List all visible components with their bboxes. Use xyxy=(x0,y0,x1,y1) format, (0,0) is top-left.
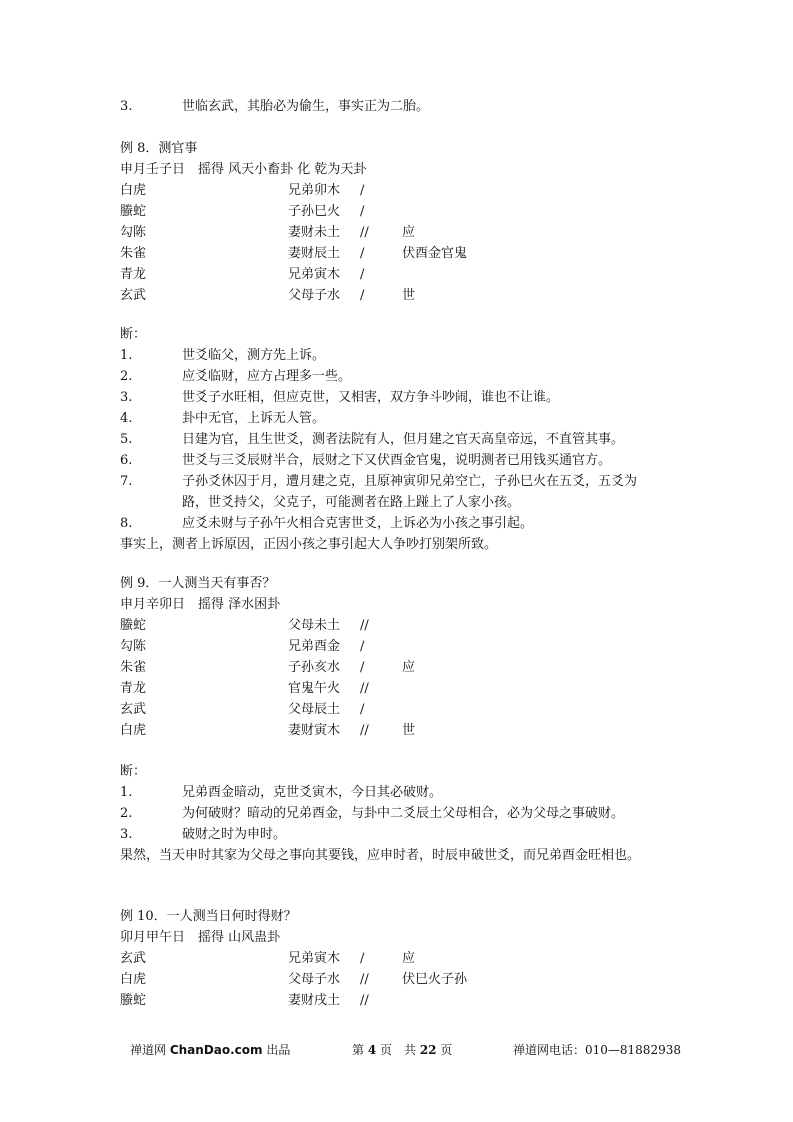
six-god-label: 青龙 xyxy=(120,681,147,696)
item-text: 日建为官，且生世爻，测者法院有人，但月建之官天高皇帝远，不直管其事。 xyxy=(182,432,625,447)
example-title: 例 9．一人测当天有事否？ xyxy=(120,576,276,591)
six-god-label: 朱雀 xyxy=(120,660,147,675)
item-number: 3. xyxy=(120,827,133,842)
hexagram-line xyxy=(120,225,620,241)
six-god-label: 螣蛇 xyxy=(120,993,147,1008)
item-number: 3. xyxy=(120,390,133,405)
item-number: 2. xyxy=(120,369,133,384)
item-number: 1. xyxy=(120,785,133,800)
footer-page-suffix: 页 xyxy=(436,1043,453,1057)
footer-page-number xyxy=(352,1041,452,1058)
judgement-item xyxy=(120,99,429,115)
footer-total-pages: 22 xyxy=(419,1043,437,1057)
judgement-item xyxy=(120,827,286,843)
item-number: 2. xyxy=(120,806,133,821)
judgement-item xyxy=(120,348,325,364)
six-god-label: 朱雀 xyxy=(120,246,147,261)
relation-label: 兄弟卯木 xyxy=(288,183,341,198)
judgement-heading: 断： xyxy=(120,327,147,342)
yao-mark: // xyxy=(360,972,369,987)
hexagram-line xyxy=(120,972,620,988)
yao-mark: / xyxy=(360,660,365,675)
relation-label: 妻财戌土 xyxy=(288,993,341,1008)
judgement-item xyxy=(120,453,611,469)
item-text: 应爻临财，应方占理多一些。 xyxy=(182,369,352,384)
item-text: 为何破财？暗动的兄弟酉金，与卦中二爻辰土父母相合，必为父母之事破财。 xyxy=(182,806,625,821)
relation-label: 官鬼午火 xyxy=(288,681,341,696)
yao-mark: // xyxy=(360,618,369,633)
judgement-item xyxy=(120,785,442,801)
item-number: 7. xyxy=(120,474,133,489)
footer-phone: 禅道网电话：010—81882938 xyxy=(513,1043,681,1057)
six-god-label: 勾陈 xyxy=(120,639,147,654)
relation-label: 兄弟寅木 xyxy=(288,951,341,966)
item-text: 子孙爻休囚于月，遭月建之克，且原神寅卯兄弟空亡，子孙巳火在五爻，五爻为 xyxy=(182,474,638,489)
relation-label: 父母子水 xyxy=(288,288,341,303)
hexagram-line xyxy=(120,702,620,718)
relation-label: 妻财寅木 xyxy=(288,723,341,738)
yao-note: 世 xyxy=(402,288,416,303)
conclusion-text: 果然，当天申时其家为父母之事向其要钱，应申时者，时辰申破世爻，而兄弟酉金旺相也。 xyxy=(120,848,641,863)
example-header: 卯月甲午日 摇得 山风蛊卦 xyxy=(120,930,281,945)
judgement-item xyxy=(120,806,624,822)
six-god-label: 白虎 xyxy=(120,723,147,738)
six-god-label: 白虎 xyxy=(120,972,147,987)
judgement-item xyxy=(120,474,637,490)
item-text: 路，世爻持父，父克子，可能测者在路上踫上了人家小孩。 xyxy=(182,495,521,510)
six-god-label: 玄武 xyxy=(120,288,147,303)
item-text: 世爻与三爻辰财半合，辰财之下又伏酉金官鬼，说明测者已用钱买通官方。 xyxy=(182,453,612,468)
hexagram-line xyxy=(120,204,620,220)
yao-note: 伏酉金官鬼 xyxy=(402,246,468,261)
hexagram-line xyxy=(120,723,620,739)
six-god-label: 青龙 xyxy=(120,267,147,282)
yao-note: 应 xyxy=(402,951,416,966)
item-text: 卦中无官，上诉无人管。 xyxy=(182,411,326,426)
footer-site-name: 禅道网 xyxy=(130,1043,170,1057)
yao-note: 应 xyxy=(402,225,416,240)
footer-current-page: 4 xyxy=(367,1043,377,1057)
yao-note: 伏巳火子孙 xyxy=(402,972,468,987)
hexagram-line xyxy=(120,993,620,1009)
hexagram-line xyxy=(120,681,620,697)
example-header: 申月壬子日 摇得 风天小畜卦 化 乾为天卦 xyxy=(120,162,367,177)
item-number: 1. xyxy=(120,348,133,363)
footer-publisher xyxy=(130,1041,290,1058)
item-number: 3. xyxy=(120,99,133,114)
six-god-label: 勾陈 xyxy=(120,225,147,240)
footer-brand: ChanDao.com xyxy=(169,1043,263,1057)
relation-label: 子孙亥水 xyxy=(288,660,341,675)
yao-note: 应 xyxy=(402,660,416,675)
hexagram-line xyxy=(120,618,620,634)
yao-mark: / xyxy=(360,702,365,717)
yao-mark: // xyxy=(360,225,369,240)
item-text: 应爻未财与子孙午火相合克害世爻，上诉必为小孩之事引起。 xyxy=(182,516,534,531)
example-title: 例 8．测官事 xyxy=(120,141,198,156)
relation-label: 子孙巳火 xyxy=(288,204,341,219)
hexagram-line xyxy=(120,246,620,262)
footer-page-mid: 页 共 xyxy=(376,1043,420,1057)
item-number: 6. xyxy=(120,453,133,468)
hexagram-line xyxy=(120,660,620,676)
judgement-item xyxy=(120,411,325,427)
yao-mark: // xyxy=(360,681,369,696)
judgement-item xyxy=(120,432,624,448)
footer-publisher-suffix: 出品 xyxy=(262,1043,291,1057)
yao-mark: / xyxy=(360,204,365,219)
item-number: 5. xyxy=(120,432,133,447)
hexagram-line xyxy=(120,288,620,304)
yao-mark: / xyxy=(360,639,365,654)
hexagram-line xyxy=(120,267,620,283)
relation-label: 父母子水 xyxy=(288,972,341,987)
six-god-label: 白虎 xyxy=(120,183,147,198)
item-number: 4. xyxy=(120,411,133,426)
example-title: 例 10．一人测当日何时得财？ xyxy=(120,909,297,924)
item-text: 世爻子水旺相，但应克世，又相害，双方争斗吵闹，谁也不让谁。 xyxy=(182,390,560,405)
relation-label: 妻财未土 xyxy=(288,225,341,240)
judgement-item xyxy=(120,390,559,406)
yao-mark: / xyxy=(360,951,365,966)
hexagram-line xyxy=(120,639,620,655)
hexagram-line xyxy=(120,183,620,199)
judgement-item xyxy=(120,516,533,532)
yao-mark: / xyxy=(360,267,365,282)
yao-mark: / xyxy=(360,246,365,261)
relation-label: 兄弟酉金 xyxy=(288,639,341,654)
yao-mark: // xyxy=(360,723,369,738)
six-god-label: 玄武 xyxy=(120,951,147,966)
item-number: 8. xyxy=(120,516,133,531)
item-text: 兄弟酉金暗动，克世爻寅木，今日其必破财。 xyxy=(182,785,443,800)
conclusion-text: 事实上，测者上诉原因，正因小孩之事引起大人争吵打别架所致。 xyxy=(120,537,498,552)
example-header: 申月辛卯日 摇得 泽水困卦 xyxy=(120,597,281,612)
judgement-item xyxy=(120,369,351,385)
item-text: 世临玄武，其胎必为偷生，事实正为二胎。 xyxy=(182,99,430,114)
yao-mark: // xyxy=(360,993,369,1008)
judgement-item xyxy=(120,495,520,511)
six-god-label: 螣蛇 xyxy=(120,618,147,633)
item-text: 破财之时为申时。 xyxy=(182,827,287,842)
yao-mark: / xyxy=(360,288,365,303)
relation-label: 父母未土 xyxy=(288,618,341,633)
hexagram-line xyxy=(120,951,620,967)
relation-label: 妻财辰土 xyxy=(288,246,341,261)
relation-label: 父母辰土 xyxy=(288,702,341,717)
yao-note: 世 xyxy=(402,723,416,738)
item-text: 世爻临父，测方先上诉。 xyxy=(182,348,326,363)
footer-page-prefix: 第 xyxy=(352,1043,368,1057)
six-god-label: 玄武 xyxy=(120,702,147,717)
six-god-label: 螣蛇 xyxy=(120,204,147,219)
relation-label: 兄弟寅木 xyxy=(288,267,341,282)
judgement-heading: 断： xyxy=(120,764,147,779)
yao-mark: / xyxy=(360,183,365,198)
